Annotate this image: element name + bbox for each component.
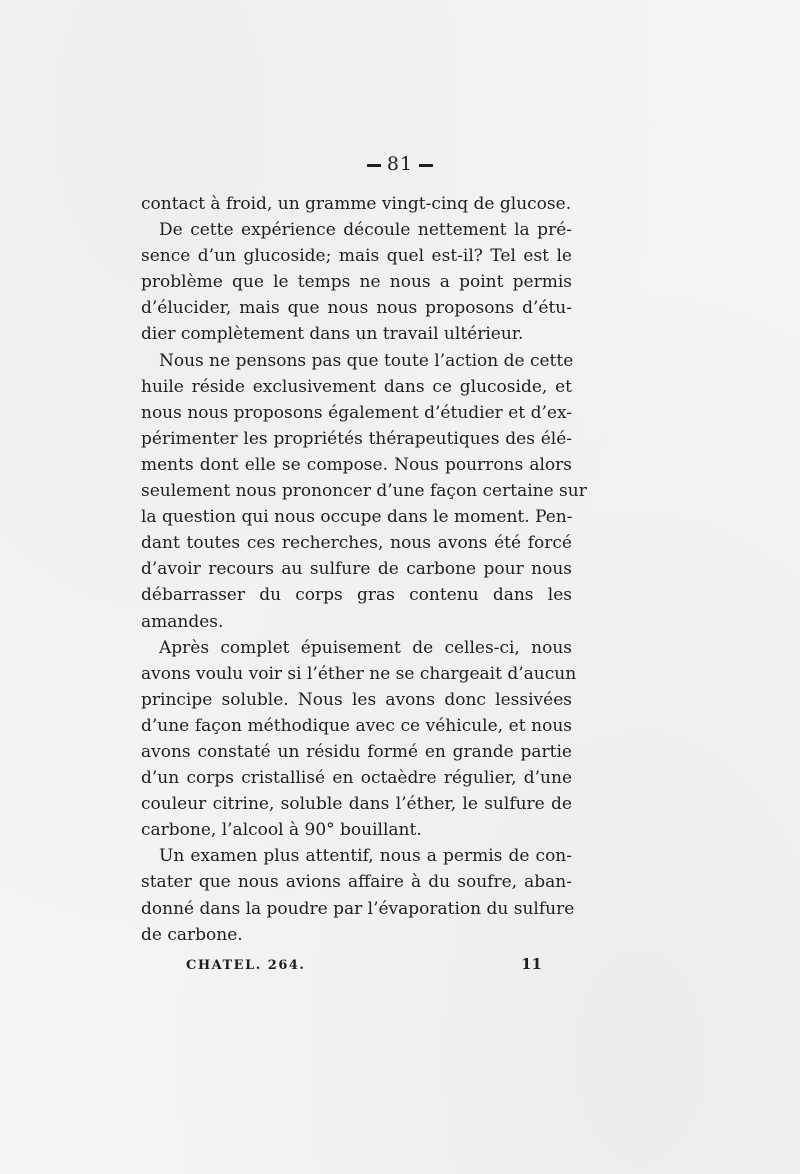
- text-line: nous nous proposons également d’étudier et d’ex-: [141, 402, 572, 423]
- text-line: sence d’un glucoside; mais quel est-il? Tel est le: [141, 246, 572, 267]
- text-line: dier complètement dans un travail ultérieur.: [141, 324, 524, 345]
- text-line: avons constaté un résidu formé en grande partie: [141, 741, 572, 762]
- text-line: carbone, l’alcool à 90° bouillant.: [141, 820, 422, 841]
- text-line: problème que le temps ne nous a point permis: [141, 272, 572, 293]
- text-line: dant toutes ces recherches, nous avons été forcé: [141, 533, 572, 554]
- text-line: couleur citrine, soluble dans l’éther, le sulfure de: [141, 794, 572, 815]
- text-line: débarrasser du corps gras contenu dans les: [141, 585, 572, 606]
- text-line: seulement nous prononcer d’une façon certaine sur: [141, 481, 587, 502]
- body-text: [141, 191, 587, 948]
- text-line: contact à froid, un gramme vingt-cinq de glucose.: [141, 194, 572, 214]
- text-line: d’une façon méthodique avec ce véhicule, et nous: [141, 715, 572, 736]
- text-line: Un examen plus attentif, nous a permis de con-: [159, 846, 572, 867]
- text-line: d’avoir recours au sulfure de carbone pour nous: [141, 559, 572, 580]
- text-line: huile réside exclusivement dans ce glucoside, et: [141, 376, 572, 397]
- text-line: Nous ne pensons pas que toute l’action de cette: [159, 350, 574, 371]
- dash-right: [419, 164, 433, 167]
- text-line: avons voulu voir si l’éther ne se chargeait d’aucun: [141, 663, 577, 684]
- text-line: stater que nous avions affaire à du soufre, aban-: [141, 872, 572, 893]
- text-line: amandes.: [141, 611, 224, 632]
- text-line: d’élucider, mais que nous nous proposons d’étu-: [141, 298, 572, 319]
- text-line: la question qui nous occupe dans le moment. Pen-: [141, 507, 573, 528]
- sheet-number: 11: [521, 955, 542, 973]
- text-line: Après complet épuisement de celles-ci, nous: [159, 637, 572, 658]
- text-line: De cette expérience découle nettement la pré-: [159, 220, 572, 241]
- text-line: de carbone.: [141, 924, 243, 945]
- text-line: périmenter les propriétés thérapeutiques des élé-: [141, 428, 572, 449]
- page-number-value: 81: [386, 153, 414, 175]
- dash-left: [367, 164, 381, 167]
- text-line: donné dans la poudre par l’évaporation du sulfure: [141, 898, 575, 919]
- text-line: principe soluble. Nous les avons donc lessivées: [141, 689, 572, 710]
- signature-mark: CHATEL. 264.: [186, 958, 306, 973]
- page-footer: [186, 955, 556, 973]
- text-line: ments dont elle se compose. Nous pourrons alors: [141, 454, 572, 475]
- page-number: [0, 153, 800, 175]
- text-line: d’un corps cristallisé en octaèdre régulier, d’une: [141, 768, 572, 789]
